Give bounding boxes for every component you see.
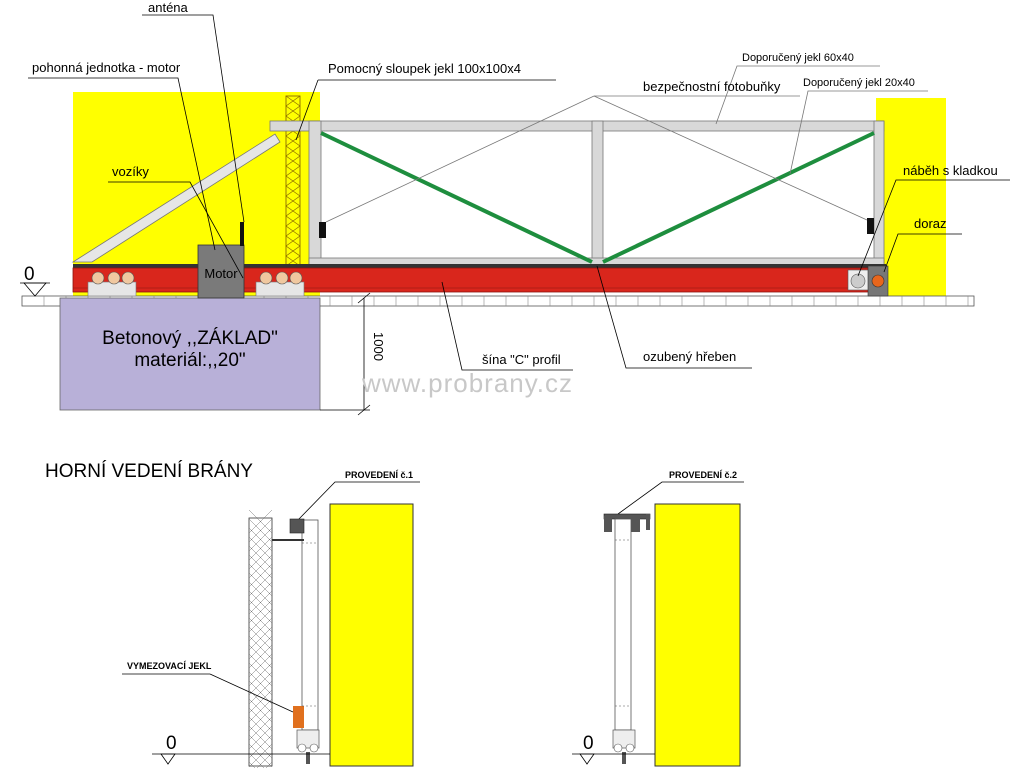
zero-level-label-top: 0 (24, 264, 35, 285)
label-rail: šína "C" profil (482, 352, 561, 367)
label-variant2: PROVEDENÍ č.2 (669, 470, 738, 480)
label-photocells: bezpečnostní fotobuňky (643, 79, 781, 94)
photocell-left (319, 222, 326, 238)
section-title: HORNÍ VEDENÍ BRÁNY (45, 461, 253, 482)
zero-level-marker-top (20, 264, 50, 296)
variant1-yellow-pillar (330, 504, 413, 766)
variant2-gate-profile (604, 514, 650, 764)
watermark: www.probrany.cz (362, 368, 574, 398)
depth-dimension-label: 1000 (371, 332, 386, 361)
label-drive-unit: pohonná jednotka - motor (32, 60, 181, 75)
label-recommended-60x40: Doporučený jekl 60x40 (742, 52, 854, 64)
variant2-yellow-pillar (655, 504, 740, 766)
c-rail (73, 268, 886, 292)
label-antenna: anténa (148, 0, 188, 15)
label-variant1: PROVEDENÍ č.1 (345, 470, 414, 480)
motor-label: Motor (204, 266, 238, 281)
zero-level-label-bottom-left: 0 (166, 733, 177, 754)
end-stop (868, 266, 888, 296)
photocell-right (867, 218, 874, 234)
gate-frame (270, 121, 884, 265)
label-stop: doraz (914, 216, 947, 231)
spacer-profile (293, 706, 304, 728)
label-carriages: vozíky (112, 164, 149, 179)
diagonal-right-1 (603, 133, 874, 262)
gear-rack (73, 264, 886, 268)
label-aux-post: Pomocný sloupek jekl 100x100x4 (328, 61, 521, 76)
variant1-wall (249, 510, 272, 768)
label-rack: ozubený hřeben (643, 349, 737, 364)
variant1-gate-profile (272, 519, 319, 764)
zero-level-label-bottom-right: 0 (583, 733, 594, 754)
diagonal-left-1 (321, 133, 592, 262)
antenna-rod (240, 222, 244, 246)
foundation-label-line2: materiál:,,20" (134, 350, 246, 371)
carriage-right (256, 272, 304, 296)
label-roller-guide: náběh s kladkou (903, 163, 998, 178)
label-spacer: VYMEZOVACÍ JEKL (127, 661, 212, 671)
foundation-label-line1: Betonový ,,ZÁKLAD" (102, 328, 278, 349)
label-recommended-20x40: Doporučený jekl 20x40 (803, 77, 915, 89)
carriage-left (88, 272, 136, 296)
